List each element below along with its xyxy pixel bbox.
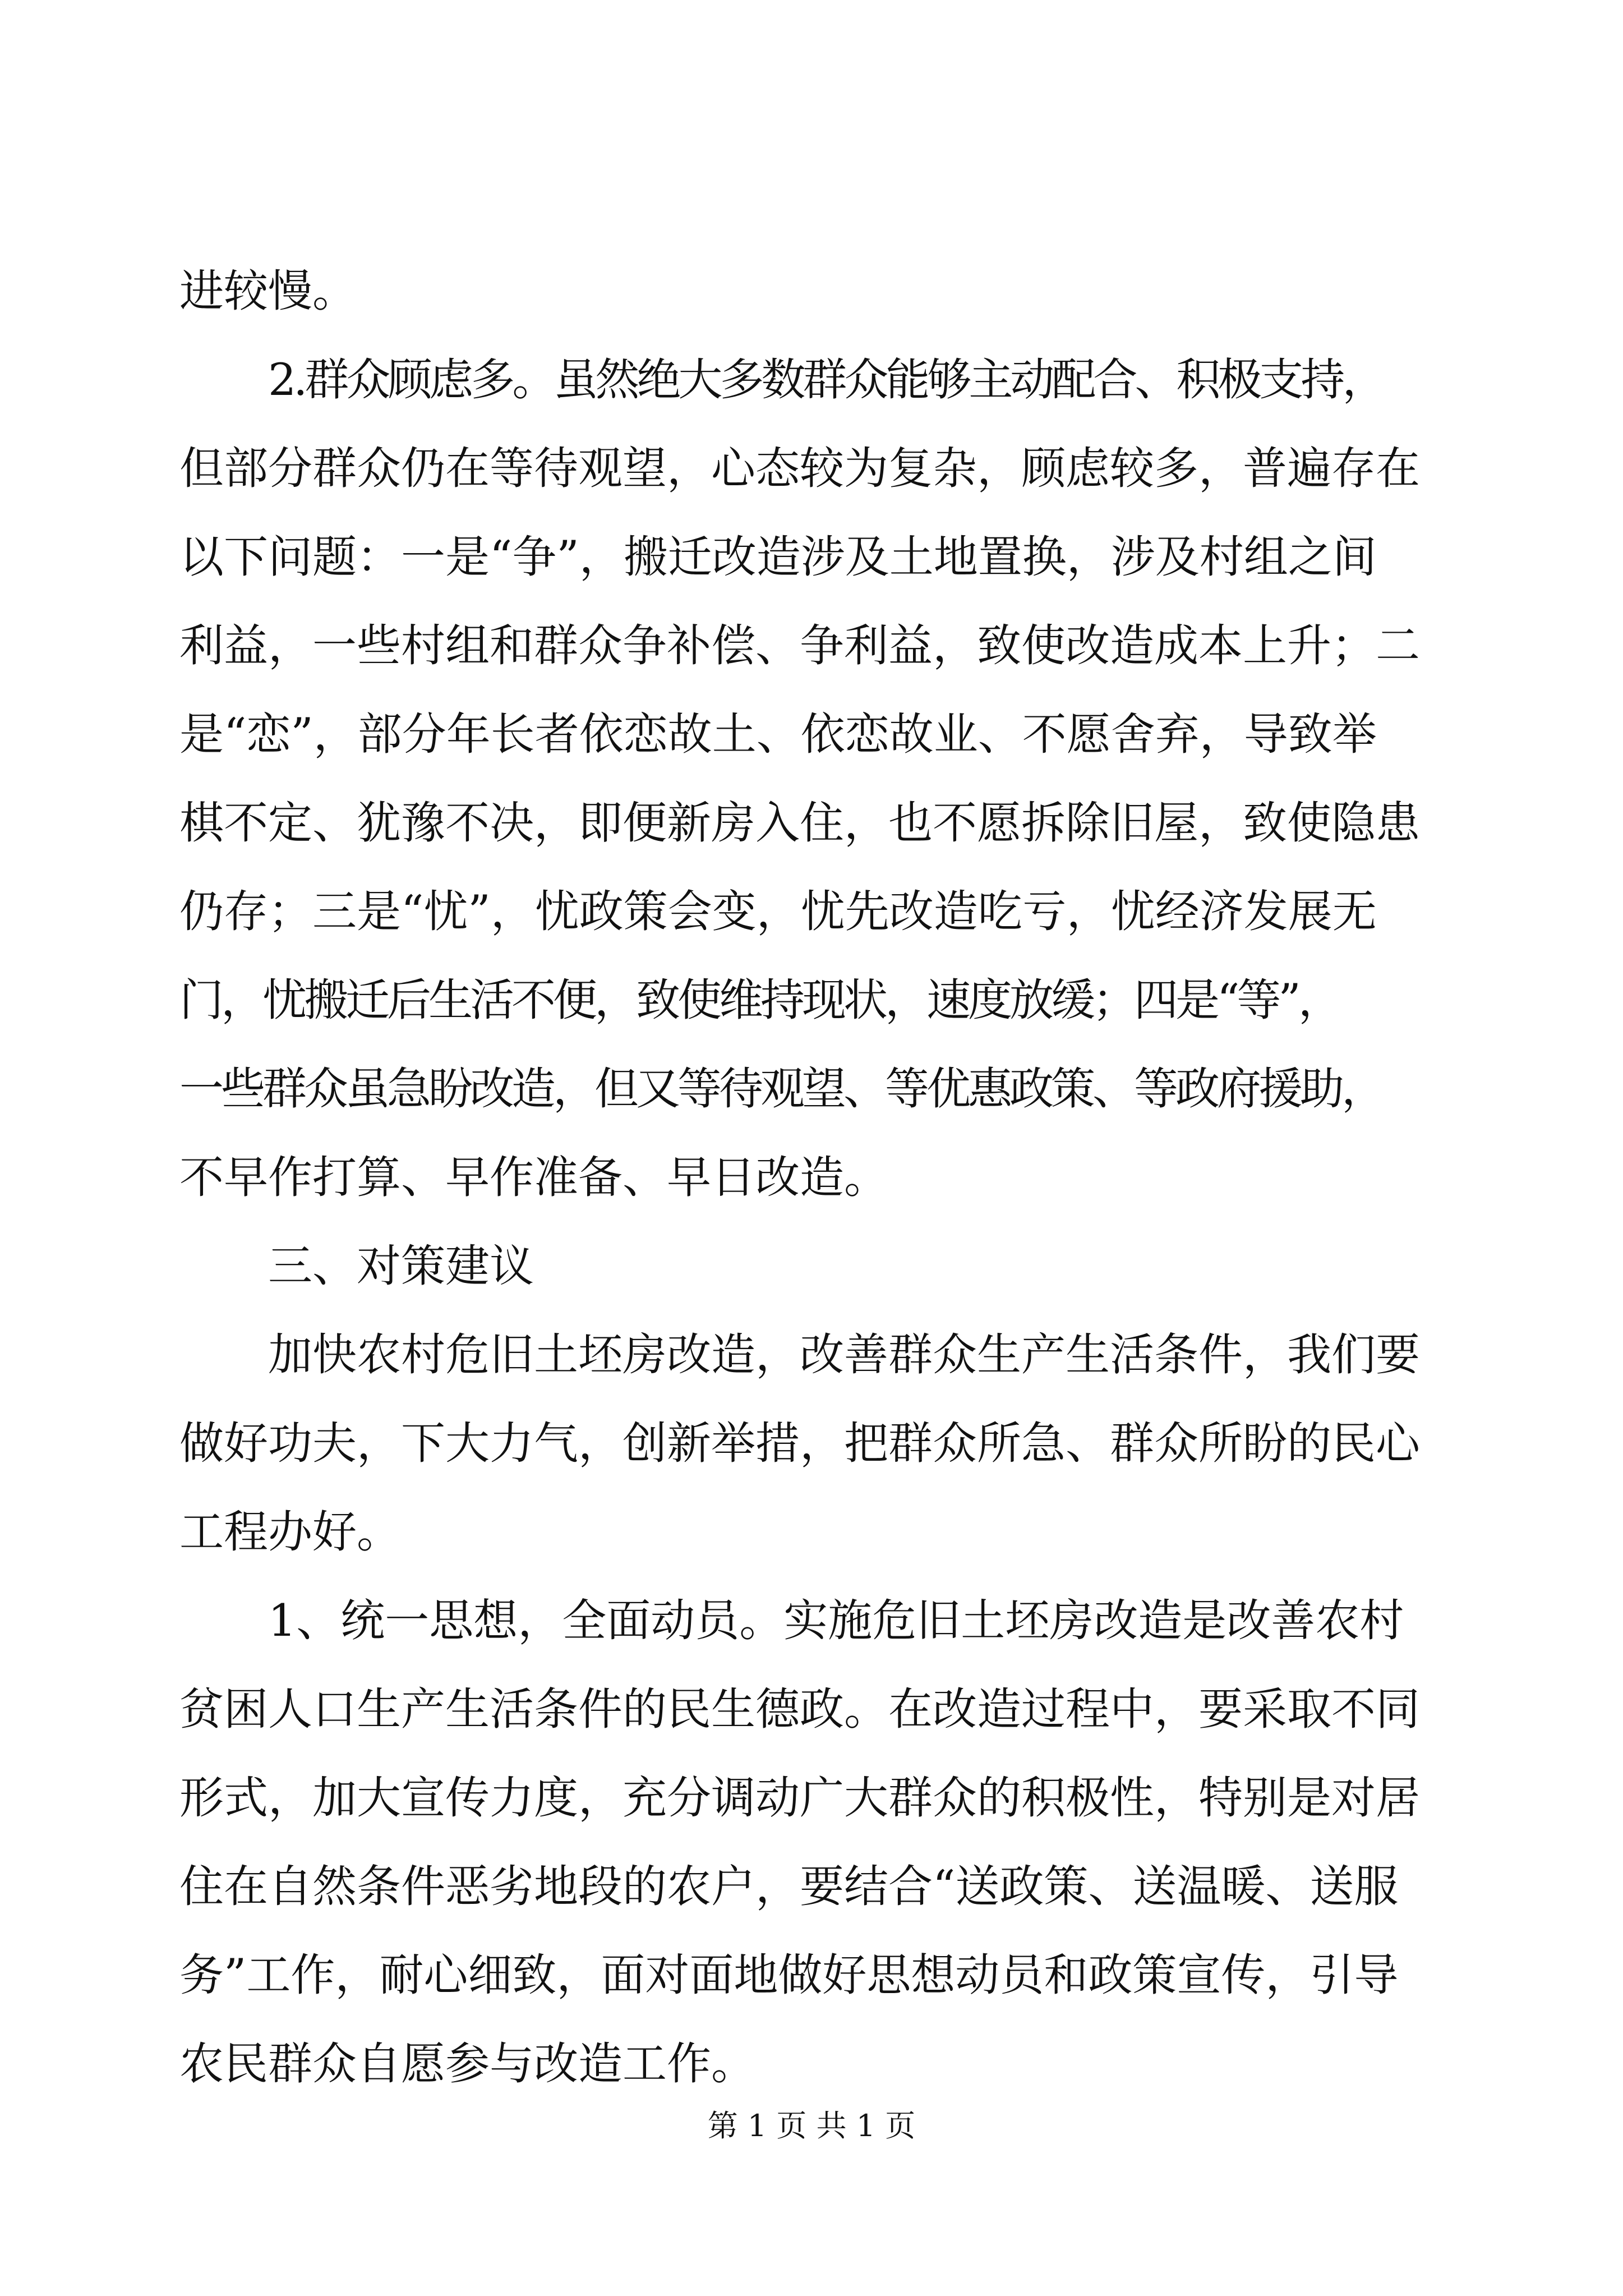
text-line: 利益，一些村组和群众争补偿、争利益，致使改造成本上升；二 <box>179 620 1420 671</box>
text-line: 农民群众自愿参与改造工作。 <box>179 2038 755 2090</box>
text-line: 住在自然条件恶劣地段的农户，要结合“送政策、送温暖、送服 <box>179 1861 1399 1912</box>
document-body <box>179 247 1430 2108</box>
text-line: 门，忧搬迁后生活不便，致使维持现状，速度放缓；四是“等”， <box>179 974 1340 1026</box>
section-heading: 三、对策建议 <box>268 1240 534 1292</box>
page-footer: 第 1 页 共 1 页 <box>707 2108 916 2143</box>
text-line: 以下问题：一是“争”，搬迁改造涉及土地置换，涉及村组之间 <box>179 531 1377 583</box>
text-line: 棋不定、犹豫不决，即便新房入住，也不愿拆除旧屋，致使隐患 <box>179 797 1420 849</box>
text-line: 2.群众顾虑多。虽然绝大多数群众能够主动配合、积极支持， <box>268 354 1384 406</box>
text-line: 进较慢。 <box>179 265 357 317</box>
text-line: 不早作打算、早作准备、早日改造。 <box>179 1152 888 1203</box>
text-line: 是“恋”，部分年长者依恋故土、依恋故业、不愿舍弃，导致举 <box>179 708 1377 760</box>
text-line: 形式，加大宣传力度，充分调动广大群众的积极性，特别是对居 <box>179 1772 1420 1824</box>
text-line: 做好功夫，下大力气，创新举措，把群众所急、群众所盼的民心 <box>179 1418 1420 1469</box>
text-line: 一些群众虽急盼改造，但又等待观望、等优惠政策、等政府援助， <box>179 1063 1383 1115</box>
text-line: 1、统一思想，全面动员。实施危旧土坯房改造是改善农村 <box>268 1595 1404 1646</box>
text-line: 仍存；三是“忧”，忧政策会变，忧先改造吃亏，忧经济发展无 <box>179 886 1377 937</box>
text-line: 贫困人口生产生活条件的民生德政。在改造过程中，要采取不同 <box>179 1683 1420 1735</box>
text-line: 但部分群众仍在等待观望，心态较为复杂，顾虑较多，普遍存在 <box>179 443 1420 494</box>
text-line: 务”工作，耐心细致，面对面地做好思想动员和政策宣传，引导 <box>179 1949 1399 2001</box>
text-line: 加快农村危旧土坯房改造，改善群众生产生活条件，我们要 <box>268 1329 1420 1381</box>
text-line: 工程办好。 <box>179 1506 401 1558</box>
